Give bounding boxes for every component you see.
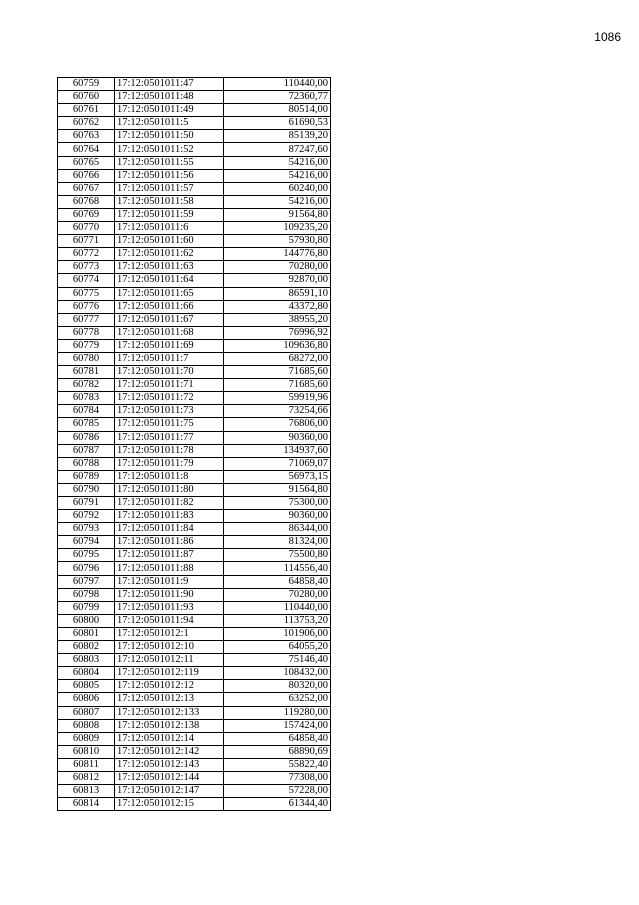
cadastral-number-cell: 17:12:0501012:143: [115, 758, 224, 771]
row-number-cell: 60791: [58, 497, 115, 510]
row-number-cell: 60813: [58, 785, 115, 798]
row-number-cell: 60796: [58, 562, 115, 575]
row-number-cell: 60763: [58, 130, 115, 143]
row-number-cell: 60773: [58, 261, 115, 274]
row-number-cell: 60802: [58, 641, 115, 654]
cadastral-value-cell: 43372,80: [224, 300, 331, 313]
cadastral-number-cell: 17:12:0501011:67: [115, 313, 224, 326]
cadastral-value-cell: 109235,20: [224, 222, 331, 235]
table-row: [58, 588, 331, 601]
table-row: [58, 379, 331, 392]
cadastral-value-cell: 68890,69: [224, 745, 331, 758]
cadastral-number-cell: 17:12:0501011:6: [115, 222, 224, 235]
cadastral-number-cell: 17:12:0501012:147: [115, 785, 224, 798]
cadastral-number-cell: 17:12:0501012:12: [115, 680, 224, 693]
row-number-cell: 60784: [58, 405, 115, 418]
cadastral-value-cell: 57930,80: [224, 235, 331, 248]
row-number-cell: 60780: [58, 352, 115, 365]
cadastral-value-cell: 54216,00: [224, 156, 331, 169]
table-row: [58, 326, 331, 339]
cadastral-number-cell: 17:12:0501012:14: [115, 732, 224, 745]
row-number-cell: 60809: [58, 732, 115, 745]
cadastral-number-cell: 17:12:0501011:83: [115, 510, 224, 523]
row-number-cell: 60814: [58, 798, 115, 811]
row-number-cell: 60807: [58, 706, 115, 719]
table-row: [58, 497, 331, 510]
cadastral-value-cell: 91564,80: [224, 483, 331, 496]
cadastral-number-cell: 17:12:0501011:60: [115, 235, 224, 248]
row-number-cell: 60805: [58, 680, 115, 693]
cadastral-number-cell: 17:12:0501011:48: [115, 91, 224, 104]
cadastral-value-cell: 80320,00: [224, 680, 331, 693]
cadastral-number-cell: 17:12:0501012:10: [115, 641, 224, 654]
cadastral-value-cell: 73254,66: [224, 405, 331, 418]
cadastral-value-cell: 54216,00: [224, 195, 331, 208]
table-row: [58, 248, 331, 261]
row-number-cell: 60770: [58, 222, 115, 235]
cadastral-number-cell: 17:12:0501012:119: [115, 667, 224, 680]
row-number-cell: 60788: [58, 457, 115, 470]
table-row: [58, 470, 331, 483]
row-number-cell: 60810: [58, 745, 115, 758]
row-number-cell: 60806: [58, 693, 115, 706]
table-row: [58, 366, 331, 379]
cadastral-number-cell: 17:12:0501011:58: [115, 195, 224, 208]
cadastral-value-cell: 114556,40: [224, 562, 331, 575]
cadastral-value-cell: 86344,00: [224, 523, 331, 536]
cadastral-number-cell: 17:12:0501011:50: [115, 130, 224, 143]
row-number-cell: 60779: [58, 339, 115, 352]
cadastral-value-cell: 71069,07: [224, 457, 331, 470]
page-number: 1086: [594, 30, 621, 44]
table-row: [58, 169, 331, 182]
row-number-cell: 60768: [58, 195, 115, 208]
row-number-cell: 60812: [58, 771, 115, 784]
table-row: [58, 732, 331, 745]
table-row: [58, 771, 331, 784]
cadastral-number-cell: 17:12:0501011:71: [115, 379, 224, 392]
cadastral-number-cell: 17:12:0501011:56: [115, 169, 224, 182]
table-row: [58, 287, 331, 300]
cadastral-number-cell: 17:12:0501012:15: [115, 798, 224, 811]
table-row: [58, 313, 331, 326]
cadastral-number-cell: 17:12:0501011:47: [115, 78, 224, 91]
table-row: [58, 627, 331, 640]
row-number-cell: 60762: [58, 117, 115, 130]
cadastral-number-cell: 17:12:0501011:80: [115, 483, 224, 496]
table-row: [58, 680, 331, 693]
row-number-cell: 60771: [58, 235, 115, 248]
row-number-cell: 60789: [58, 470, 115, 483]
row-number-cell: 60801: [58, 627, 115, 640]
cadastral-number-cell: 17:12:0501011:78: [115, 444, 224, 457]
row-number-cell: 60797: [58, 575, 115, 588]
table-row: [58, 405, 331, 418]
row-number-cell: 60783: [58, 392, 115, 405]
cadastral-number-cell: 17:12:0501011:88: [115, 562, 224, 575]
cadastral-number-cell: 17:12:0501011:62: [115, 248, 224, 261]
cadastral-value-cell: 72360,77: [224, 91, 331, 104]
table-row: [58, 222, 331, 235]
row-number-cell: 60765: [58, 156, 115, 169]
row-number-cell: 60808: [58, 719, 115, 732]
table-row: [58, 601, 331, 614]
cadastral-value-cell: 71685,60: [224, 379, 331, 392]
row-number-cell: 60760: [58, 91, 115, 104]
cadastral-value-cell: 86591,10: [224, 287, 331, 300]
cadastral-value-cell: 134937,60: [224, 444, 331, 457]
cadastral-number-cell: 17:12:0501011:84: [115, 523, 224, 536]
cadastral-value-cell: 75300,00: [224, 497, 331, 510]
table-row: [58, 798, 331, 811]
table-row: [58, 562, 331, 575]
cadastral-number-cell: 17:12:0501011:93: [115, 601, 224, 614]
cadastral-value-cell: 113753,20: [224, 614, 331, 627]
cadastral-value-cell: 91564,80: [224, 208, 331, 221]
cadastral-number-cell: 17:12:0501011:87: [115, 549, 224, 562]
cadastral-value-cell: 61690,53: [224, 117, 331, 130]
table-row: [58, 536, 331, 549]
cadastral-number-cell: 17:12:0501011:69: [115, 339, 224, 352]
cadastral-number-cell: 17:12:0501011:5: [115, 117, 224, 130]
table-row: [58, 195, 331, 208]
cadastral-value-cell: 90360,00: [224, 431, 331, 444]
cadastral-number-cell: 17:12:0501011:49: [115, 104, 224, 117]
cadastral-value-cell: 70280,00: [224, 261, 331, 274]
row-number-cell: 60772: [58, 248, 115, 261]
cadastral-value-cell: 87247,60: [224, 143, 331, 156]
table-row: [58, 156, 331, 169]
table-row: [58, 208, 331, 221]
table-row: [58, 483, 331, 496]
cadastral-value-cell: 71685,60: [224, 366, 331, 379]
table-row: [58, 575, 331, 588]
cadastral-value-cell: 55822,40: [224, 758, 331, 771]
cadastral-number-cell: 17:12:0501011:75: [115, 418, 224, 431]
row-number-cell: 60761: [58, 104, 115, 117]
cadastral-value-cell: 54216,00: [224, 169, 331, 182]
cadastral-value-cell: 85139,20: [224, 130, 331, 143]
table-row: [58, 457, 331, 470]
row-number-cell: 60786: [58, 431, 115, 444]
row-number-cell: 60787: [58, 444, 115, 457]
table-row: [58, 706, 331, 719]
cadastral-value-cell: 61344,40: [224, 798, 331, 811]
cadastral-number-cell: 17:12:0501011:8: [115, 470, 224, 483]
cadastral-number-cell: 17:12:0501011:52: [115, 143, 224, 156]
cadastral-number-cell: 17:12:0501011:68: [115, 326, 224, 339]
table-row: [58, 523, 331, 536]
row-number-cell: 60792: [58, 510, 115, 523]
cadastral-value-cell: 38955,20: [224, 313, 331, 326]
cadastral-value-cell: 76806,00: [224, 418, 331, 431]
table-row: [58, 300, 331, 313]
table-row: [58, 261, 331, 274]
row-number-cell: 60781: [58, 366, 115, 379]
cadastral-value-cell: 56973,15: [224, 470, 331, 483]
table-row: [58, 510, 331, 523]
cadastral-value-cell: 64858,40: [224, 575, 331, 588]
row-number-cell: 60778: [58, 326, 115, 339]
cadastral-number-cell: 17:12:0501011:77: [115, 431, 224, 444]
cadastral-value-cell: 81324,00: [224, 536, 331, 549]
row-number-cell: 60793: [58, 523, 115, 536]
table-row: [58, 274, 331, 287]
table-row: [58, 392, 331, 405]
cadastral-value-cell: 92870,00: [224, 274, 331, 287]
cadastral-number-cell: 17:12:0501012:11: [115, 654, 224, 667]
cadastral-number-cell: 17:12:0501011:63: [115, 261, 224, 274]
cadastral-value-cell: 59919,96: [224, 392, 331, 405]
row-number-cell: 60803: [58, 654, 115, 667]
cadastral-number-cell: 17:12:0501011:70: [115, 366, 224, 379]
cadastral-number-cell: 17:12:0501011:64: [115, 274, 224, 287]
cadastral-value-cell: 64055,20: [224, 641, 331, 654]
cadastral-number-cell: 17:12:0501012:144: [115, 771, 224, 784]
cadastral-value-cell: 75500,80: [224, 549, 331, 562]
table-row: [58, 143, 331, 156]
cadastral-value-cell: 90360,00: [224, 510, 331, 523]
row-number-cell: 60811: [58, 758, 115, 771]
cadastral-value-cell: 77308,00: [224, 771, 331, 784]
cadastral-number-cell: 17:12:0501012:1: [115, 627, 224, 640]
row-number-cell: 60795: [58, 549, 115, 562]
cadastral-number-cell: 17:12:0501011:9: [115, 575, 224, 588]
cadastral-number-cell: 17:12:0501011:59: [115, 208, 224, 221]
cadastral-value-cell: 64858,40: [224, 732, 331, 745]
table-row: [58, 444, 331, 457]
cadastral-value-cell: 63252,00: [224, 693, 331, 706]
table-row: [58, 785, 331, 798]
cadastral-value-cell: 157424,00: [224, 719, 331, 732]
table-row: [58, 235, 331, 248]
row-number-cell: 60798: [58, 588, 115, 601]
cadastral-number-cell: 17:12:0501011:79: [115, 457, 224, 470]
row-number-cell: 60785: [58, 418, 115, 431]
table-body: [58, 78, 331, 811]
table-row: [58, 130, 331, 143]
cadastral-number-cell: 17:12:0501011:82: [115, 497, 224, 510]
row-number-cell: 60767: [58, 182, 115, 195]
table-row: [58, 431, 331, 444]
table-row: [58, 182, 331, 195]
row-number-cell: 60775: [58, 287, 115, 300]
cadastral-number-cell: 17:12:0501011:57: [115, 182, 224, 195]
row-number-cell: 60766: [58, 169, 115, 182]
cadastral-value-cell: 144776,80: [224, 248, 331, 261]
table-row: [58, 693, 331, 706]
row-number-cell: 60764: [58, 143, 115, 156]
cadastral-number-cell: 17:12:0501012:138: [115, 719, 224, 732]
cadastral-value-cell: 57228,00: [224, 785, 331, 798]
cadastral-value-cell: 110440,00: [224, 601, 331, 614]
cadastral-value-cell: 108432,00: [224, 667, 331, 680]
cadastral-value-cell: 101906,00: [224, 627, 331, 640]
cadastral-number-cell: 17:12:0501011:65: [115, 287, 224, 300]
cadastral-value-cell: 60240,00: [224, 182, 331, 195]
row-number-cell: 60774: [58, 274, 115, 287]
table-row: [58, 117, 331, 130]
table-row: [58, 418, 331, 431]
row-number-cell: 60790: [58, 483, 115, 496]
cadastral-number-cell: 17:12:0501011:72: [115, 392, 224, 405]
row-number-cell: 60799: [58, 601, 115, 614]
table-row: [58, 719, 331, 732]
cadastral-value-cell: 110440,00: [224, 78, 331, 91]
table-row: [58, 758, 331, 771]
row-number-cell: 60776: [58, 300, 115, 313]
table-row: [58, 641, 331, 654]
cadastral-number-cell: 17:12:0501012:13: [115, 693, 224, 706]
cadastral-value-cell: 68272,00: [224, 352, 331, 365]
table-row: [58, 614, 331, 627]
cadastral-value-table: [57, 77, 331, 811]
cadastral-number-cell: 17:12:0501011:73: [115, 405, 224, 418]
row-number-cell: 60777: [58, 313, 115, 326]
row-number-cell: 60794: [58, 536, 115, 549]
table-row: [58, 78, 331, 91]
table-row: [58, 549, 331, 562]
table-row: [58, 654, 331, 667]
cadastral-number-cell: 17:12:0501011:66: [115, 300, 224, 313]
cadastral-number-cell: 17:12:0501012:142: [115, 745, 224, 758]
table-row: [58, 339, 331, 352]
table-row: [58, 104, 331, 117]
cadastral-value-cell: 75146,40: [224, 654, 331, 667]
cadastral-value-cell: 119280,00: [224, 706, 331, 719]
cadastral-number-cell: 17:12:0501011:7: [115, 352, 224, 365]
cadastral-number-cell: 17:12:0501012:133: [115, 706, 224, 719]
cadastral-value-cell: 70280,00: [224, 588, 331, 601]
row-number-cell: 60782: [58, 379, 115, 392]
row-number-cell: 60804: [58, 667, 115, 680]
table-row: [58, 745, 331, 758]
cadastral-value-cell: 80514,00: [224, 104, 331, 117]
table-row: [58, 667, 331, 680]
cadastral-number-cell: 17:12:0501011:94: [115, 614, 224, 627]
cadastral-number-cell: 17:12:0501011:86: [115, 536, 224, 549]
cadastral-value-cell: 76996,92: [224, 326, 331, 339]
row-number-cell: 60759: [58, 78, 115, 91]
table-row: [58, 91, 331, 104]
table-row: [58, 352, 331, 365]
row-number-cell: 60769: [58, 208, 115, 221]
cadastral-number-cell: 17:12:0501011:55: [115, 156, 224, 169]
row-number-cell: 60800: [58, 614, 115, 627]
cadastral-value-cell: 109636,80: [224, 339, 331, 352]
cadastral-number-cell: 17:12:0501011:90: [115, 588, 224, 601]
